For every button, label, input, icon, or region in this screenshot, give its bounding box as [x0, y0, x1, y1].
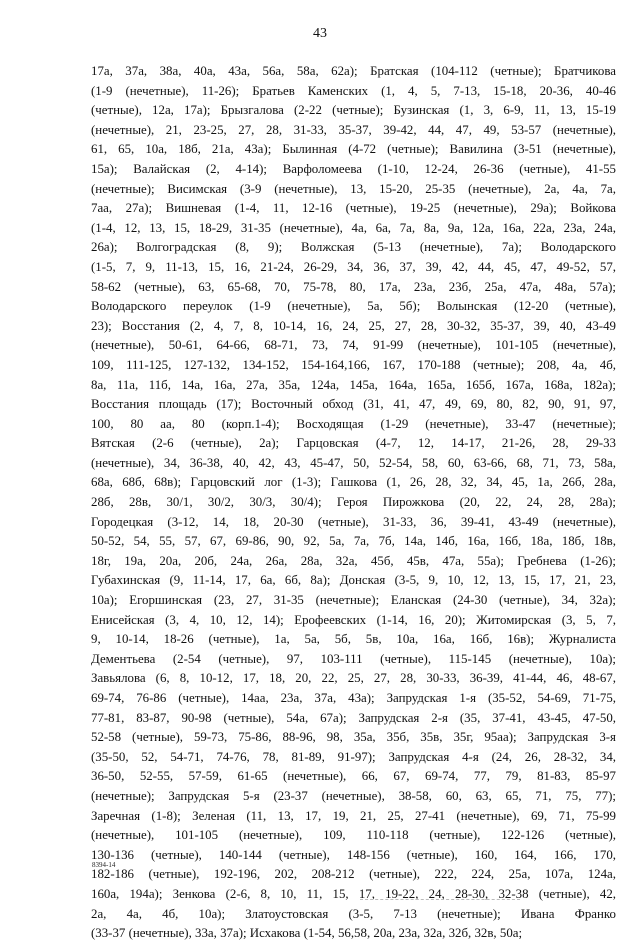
text-line: Володарского переулок (1-9 (нечетные), 5а, 5б); Волынская (12-20 (четные),: [91, 299, 616, 314]
text-line: (нечетные); Висимская (3-9 (нечетные), 13, 15-20, 25-35 (нечетные), 2а, 4а, 7а,: [91, 181, 616, 196]
text-line: 10а); Егоршинская (23, 27, 31-35 (нечетные); Еланская (24-30 (четные), 34, 32а);: [91, 593, 616, 608]
text-line: 77-81, 83-87, 90-98 (четные), 54а, 67а); Запрудская 2-я (35, 37-41, 43-45, 47-50,: [91, 710, 616, 725]
text-line: 15а); Валайская (2, 4-14); Варфоломеева (1-10, 12-24, 26-36 (четные), 41-55: [91, 161, 616, 176]
text-line: 61, 65, 10а, 18б, 21а, 43а); Былинная (4-72 (четные); Вавилина (3-51 (нечетные),: [91, 142, 616, 157]
text-line: 69-74, 76-86 (четные), 14аа, 23а, 37а, 43а); Запрудская 1-я (35-52, 54-69, 71-75,: [91, 691, 616, 705]
text-line: (нечетные), 101-105 (нечетные), 109, 110-118 (четные), 122-126 (четные),: [91, 828, 616, 843]
text-line: 18г, 19а, 20а, 20б, 24а, 26а, 28а, 32а, 45б, 45в, 47а, 55а); Гребнева (1-26);: [91, 553, 616, 568]
street-list-text: [91, 62, 616, 944]
text-line: 182-186 (четные), 192-196, 202, 208-212 (четные), 222, 224, 25а, 107а, 124а,: [91, 867, 616, 882]
text-line: 52-58 (четные), 59-73, 75-86, 88-96, 98, 35а, 35б, 35в, 35г, 95аа); Запрудская 3-я: [91, 730, 616, 745]
text-line: 50-52, 54, 55, 57, 67, 69-86, 90, 92, 5а, 7а, 7б, 14а, 14б, 16а, 16б, 18а, 18б, 18в,: [91, 534, 616, 549]
text-line: 68а, 68б, 68в); Гарцовский лог (1-3); Гашкова (1, 26, 28, 32, 34, 45, 1а, 26б, 28а,: [91, 475, 616, 490]
text-line: (нечетные), 34, 36-38, 40, 42, 43, 45-47, 50, 52-54, 58, 60, 63-66, 68, 71, 73, 58а,: [91, 455, 616, 470]
text-line: Дементьева (2-54 (четные), 97, 103-111 (четные), 115-145 (нечетные), 10а);: [91, 651, 616, 666]
text-line: 23); Восстания (2, 4, 7, 8, 10-14, 16, 24, 25, 27, 28, 30-32, 35-37, 39, 40, 43-49: [91, 318, 616, 333]
text-line: (35-50, 52, 54-71, 74-76, 78, 81-89, 91-97); Запрудская 4-я (24, 26, 28-32, 34,: [91, 749, 616, 764]
page-number: 43: [313, 26, 327, 41]
text-line: Восстания площадь (17); Восточный обход (31, 41, 47, 49, 69, 80, 82, 90, 91, 97,: [91, 397, 616, 412]
text-line: 36-50, 52-55, 57-59, 61-65 (нечетные), 66, 67, 69-74, 77, 79, 81-83, 85-97: [91, 769, 616, 784]
text-line: Енисейская (3, 4, 10, 12, 14); Ерофеевских (1-14, 16, 20); Житомирская (3, 5, 7,: [91, 612, 616, 627]
document-code: 8394-14: [92, 861, 116, 869]
text-line: 7аа, 27а); Вишневая (1-4, 11, 12-16 (четные), 19-25 (нечетные), 29а); Войкова: [91, 201, 616, 216]
text-line: 130-136 (четные), 140-144 (четные), 148-156 (четные), 160, 164, 166, 170,: [91, 847, 616, 862]
text-line: (нечетные), 21, 23-25, 27, 28, 31-33, 35-37, 39-42, 44, 47, 49, 53-57 (нечетные),: [91, 122, 616, 137]
text-line: 160а, 194а); Зенкова (2-6, 8, 10, 11, 15, 17, 19-22, 24, 28-30, 32-38 (четные), 42,: [91, 886, 616, 901]
text-line: Завьялова (6, 8, 10-12, 17, 18, 20, 22, 25, 27, 28, 30-33, 36-39, 41-44, 46, 48-67,: [91, 671, 616, 686]
text-line: (1-4, 12, 13, 15, 18-29, 31-35 (нечетные), 4а, 6а, 7а, 8а, 9а, 12а, 16а, 22а, 23а, 24а,: [91, 220, 616, 235]
text-line: (четные), 12а, 17а); Брызгалова (2-22 (четные); Бузинская (1, 3, 6-9, 11, 13, 15-19: [91, 103, 616, 118]
text-line: Губахинская (9, 11-14, 17, 6а, 6б, 8а); Донская (3-5, 9, 10, 12, 13, 15, 17, 21, 23,: [91, 573, 616, 588]
text-line: (33-37 (нечетные), 33а, 37а); Исхакова (1-54, 56,58, 20а, 23а, 32а, 32б, 32в, 50а;: [91, 926, 523, 941]
text-line: (1-9 (нечетные), 11-26); Братьев Каменских (1, 4, 5, 7-13, 15-18, 20-36, 40-46: [91, 83, 616, 98]
text-line: 100, 80 аа, 80 (корп.1-4); Восходящая (1-29 (нечетные), 33-47 (нечетные);: [91, 416, 616, 431]
text-line: 58-62 (четные), 63, 65-68, 70, 75-78, 80, 17а, 23а, 23б, 25а, 47а, 48а, 57а);: [91, 279, 616, 294]
text-line: 9, 10-14, 18-26 (четные), 1а, 5а, 5б, 5в, 10а, 16а, 16б, 16в); Журналиста: [91, 632, 616, 647]
scan-edge-mark: [360, 899, 520, 901]
text-line: (нечетные), 50-61, 64-66, 68-71, 73, 74, 91-99 (нечетные), 101-105 (нечетные),: [91, 338, 616, 353]
text-line: (1-5, 7, 9, 11-13, 15, 16, 21-24, 26-29, 34, 36, 37, 39, 42, 44, 45, 47, 49-52, 57,: [91, 259, 616, 274]
text-line: Городецкая (3-12, 14, 18, 20-30 (четные), 31-33, 36, 39-41, 43-49 (нечетные),: [91, 514, 616, 529]
text-line: 8а, 11а, 11б, 14а, 16а, 27а, 35а, 124а, 145а, 164а, 165а, 165б, 167а, 168а, 182а);: [91, 377, 616, 392]
text-line: (нечетные); Запрудская 5-я (23-37 (нечетные), 38-58, 60, 63, 65, 71, 75, 77);: [91, 788, 616, 803]
text-line: 26а); Волгоградская (8, 9); Волжская (5-13 (нечетные), 7а); Володарского: [91, 240, 616, 255]
text-line: 2а, 4а, 4б, 10а); Златоустовская (3-5, 7-13 (нечетные); Ивана Франко: [91, 906, 616, 921]
text-line: Заречная (1-8); Зеленая (11, 13, 17, 19, 21, 25, 27-41 (нечетные), 69, 71, 75-99: [91, 808, 616, 823]
text-line: 109, 111-125, 127-132, 134-152, 154-164,166, 167, 170-188 (четные); 208, 4а, 4б,: [91, 357, 616, 372]
text-line: 17а, 37а, 38а, 40а, 43а, 56а, 58а, 62а); Братская (104-112 (четные); Братчикова: [91, 64, 616, 78]
text-line: 28б, 28в, 30/1, 30/2, 30/3, 30/4); Героя Пирожкова (20, 22, 24, 28, 28а);: [91, 495, 616, 510]
text-line: Вятская (2-6 (четные), 2а); Гарцовская (4-7, 12, 14-17, 21-26, 28, 29-33: [91, 436, 616, 451]
